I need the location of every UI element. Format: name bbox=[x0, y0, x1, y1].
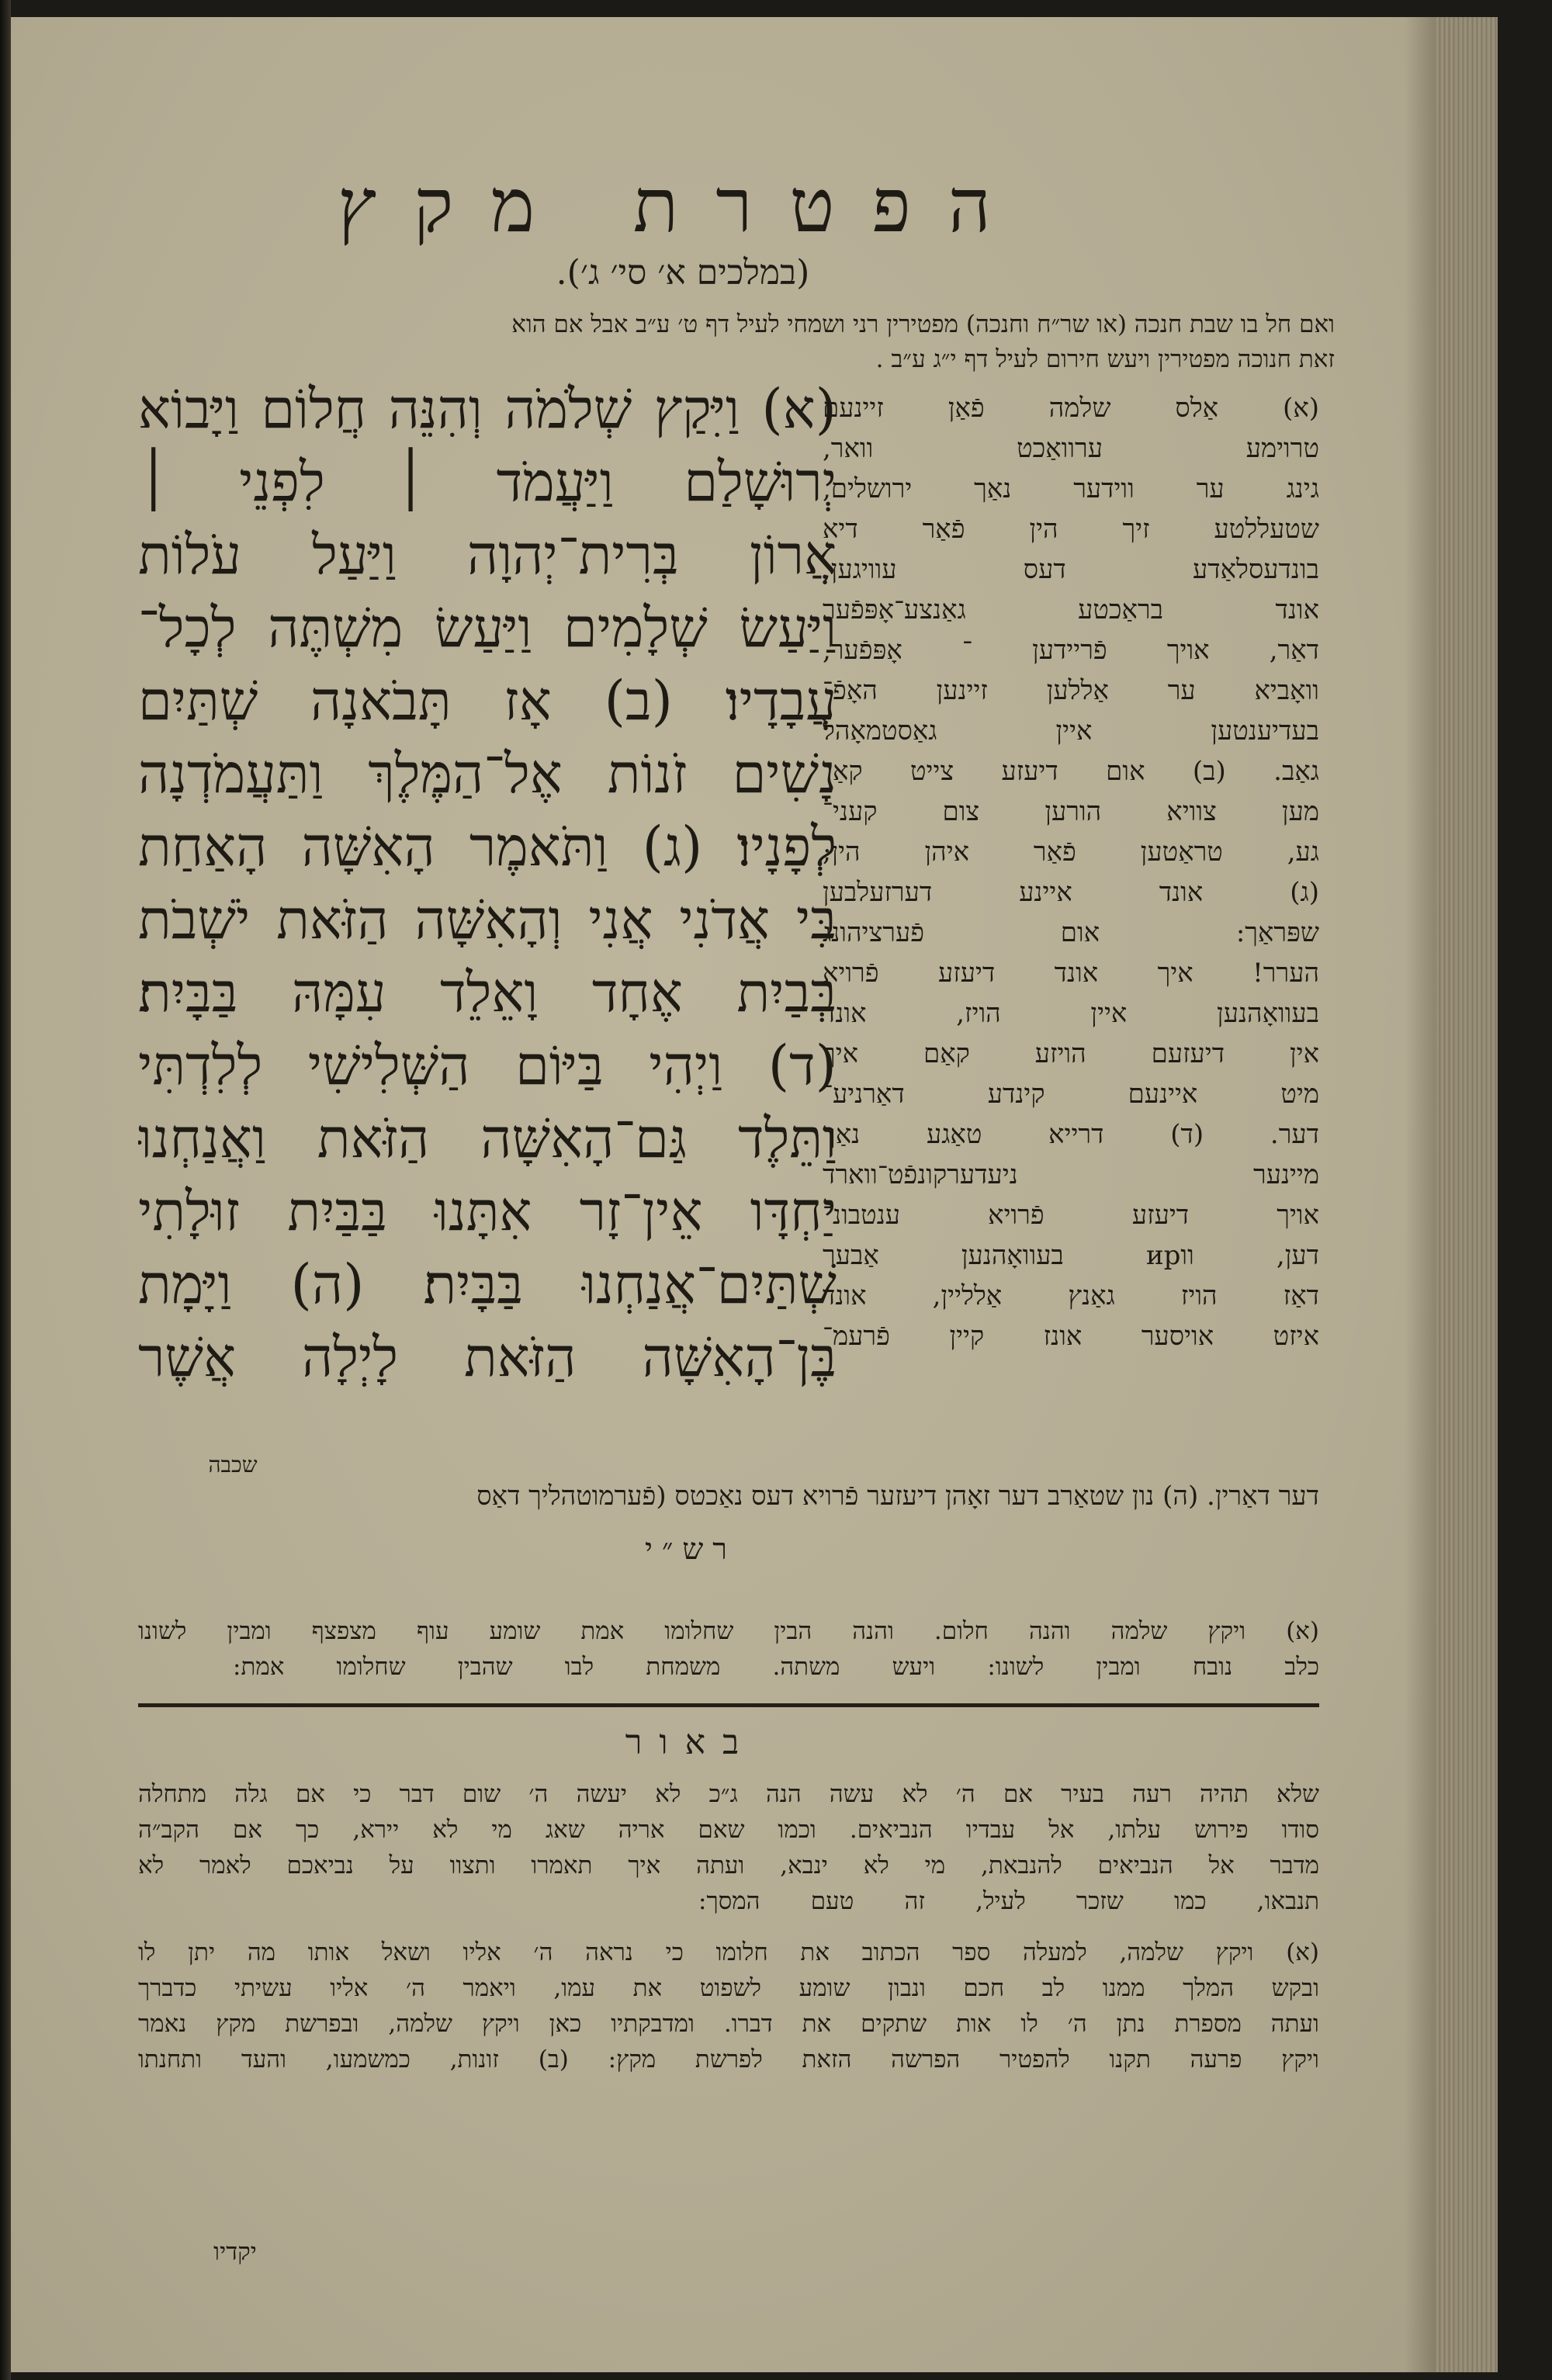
catchword: שכבה bbox=[208, 1452, 258, 1478]
verse-line: נָשִׁים זֹנוֹת אֶל־הַמֶּלֶךְ וַתַּעֲמֹדְנָה bbox=[138, 742, 837, 805]
biur-line: ובקש המלך ממנו לב חכם ונבון שומע לשפוט את עמו, ויאמר ה׳ אליו עשיתי כדברך bbox=[138, 1974, 1319, 2002]
biur-line: (א) ויקץ שלמה, למעלה ספר הכתוב את חלומו כי נראה ה׳ אליו ושאל אותו מה יתן לו bbox=[138, 1938, 1319, 1966]
verse-line: יְרוּשָׁלַם וַיַּעֲמֹד ׀ לִפְנֵי ׀ bbox=[138, 450, 837, 514]
verse-line: עֲבָדָיו׃ (ב) אָז תָּבֹאנָה שְׁתַּיִם bbox=[138, 669, 837, 733]
verse-line: יַחְדָּו אֵין־זָר אִתָּנוּ בַּבַּיִת זוּלָתִי bbox=[138, 1180, 837, 1243]
verse-line: לְפָנָיו׃ (ג) וַתֹּאמֶר הָאִשָּׁה הָאַחַת bbox=[138, 815, 837, 878]
translation-line: בעדיענטען איין גאַסטמאָהל bbox=[823, 715, 1319, 747]
rashi-heading: רש״י bbox=[645, 1532, 736, 1566]
instruction-note: ואם חל בו שבת חנכה (או שר״ח וחנכה) מפטירין רני ושמחי לעיל דף ט׳ ע״ב אבל אם הוא bbox=[511, 310, 1335, 338]
translation-line: שטעללטע זיך הין פֿאַר דיא bbox=[823, 514, 1319, 545]
translation-line: וואָביא ער אַללען זיינען האָפֿ־ bbox=[823, 675, 1319, 706]
biur-line: סודו פירוש עלתו, אל עבדיו הנביאים. וכמו שאם אריה שאג מי לא יירא, כך אם הקב״ה bbox=[138, 1816, 1319, 1844]
biur-line: שלא תהיה רעה בעיר אם ה׳ לא עשה הנה ג״כ לא יעשה ה׳ שום דבר כי אם גלה מתחלה bbox=[138, 1780, 1319, 1808]
instruction-note: זאת חנוכה מפטירין ויעש חירום לעיל דף י״ג ע״ב . bbox=[875, 345, 1335, 373]
translation-line: דען, ווир בעוואָהנען אַבער bbox=[823, 1240, 1319, 1271]
translation-line: אויך דיעזע פֿרויא ענטבונ־ bbox=[823, 1200, 1319, 1231]
section-divider bbox=[138, 1703, 1319, 1707]
translation-line: בונדעסלאַדע דעס עוויגען, bbox=[823, 554, 1319, 585]
verse-line: וַיַּעַשׂ שְׁלָמִים וַיַּעַשׂ מִשְׁתֶּה לְכָל־ bbox=[138, 596, 837, 660]
book-reference: (במלכים א׳ סי׳ ג׳). bbox=[556, 253, 810, 293]
yiddish-translation-column bbox=[823, 388, 1319, 1498]
translation-line: מיינער ניעדערקונפֿט־ווארד bbox=[823, 1159, 1319, 1190]
verse-line: (א) וַיִּקַץ שְׁלֹמֹה וְהִנֵּה חֲלוֹם וַיָּבוֹא bbox=[138, 377, 837, 441]
book-left-edge bbox=[0, 0, 11, 2380]
biur-line: מדבר אל הנביאים להנבאת, מי לא ינבא, ועתה איך תאמרו ותצוו על נביאכם לאמר לא bbox=[138, 1852, 1319, 1879]
biur-heading: באור bbox=[625, 1723, 757, 1762]
verse-line: שְׁתַּיִם־אֲנַחְנוּ בַּבָּיִת׃ (ה) וַיָּמָת bbox=[138, 1252, 837, 1316]
translation-line: מיט איינעם קינדע דאַרניע־ bbox=[823, 1079, 1319, 1110]
translation-continuation: דער דאַרין. (ה) נון שטאַרב דער זאָהן דיעזער פֿרויא דעס נאַכטס (פֿערמוטהליך דאַס bbox=[476, 1481, 1319, 1512]
verse-line: בְּבַיִת אֶחָד וָאֵלֵד עִמָּהּ בַּבָּיִת׃ bbox=[138, 961, 837, 1024]
translation-line: (ג) אונד איינע דערזעלבען bbox=[823, 877, 1319, 908]
biur-catchword: יקדיו bbox=[213, 2238, 257, 2266]
translation-line: מען צוויא הורען צום קעני־ bbox=[823, 796, 1319, 827]
translation-line: דאַז הויז גאַנץ אַלליין, אונד bbox=[823, 1280, 1319, 1311]
translation-line: גאַב. (ב) אום דיעזע צייט קאַ־ bbox=[823, 756, 1319, 787]
verse-line: וַתֵּלֶד גַּם־הָאִשָּׁה הַזֹּאת וַאֲנַחְנוּ bbox=[138, 1107, 837, 1170]
translation-line: גע, טראַטען פֿאַר איהן הין; bbox=[823, 837, 1319, 868]
biur-line: ועתה מספרת נתן ה׳ לו אות שתקים את דברו. ומדבקתיו כאן ויקץ שלמה, ובפרשת מקץ נאמר bbox=[138, 2010, 1319, 2038]
page-edges bbox=[1436, 17, 1498, 2372]
hebrew-verse-column bbox=[138, 372, 837, 1467]
gutter-shadow bbox=[1405, 17, 1436, 2372]
translation-line: שפּראַך: אום פֿערציהונג bbox=[823, 917, 1319, 948]
biur-line: ויקץ פרעה תקנו להפטיר הפרשה הזאת לפרשת מקץ: (ב) זונות, כמשמעו, והעד ותחנתו bbox=[138, 2046, 1319, 2073]
rashi-line: (א) ויקץ שלמה והנה חלום. והנה הבין שחלומו אמת שומע עוף מצפצף ומבין לשונו bbox=[138, 1617, 1319, 1645]
translation-line: בעוואָהנען איין הויז, אונד bbox=[823, 998, 1319, 1029]
rashi-line: כלב נובח ומבין לשונו: ויעש משתה. משמחת לבו שהבין שחלומו אמת: bbox=[233, 1653, 1319, 1681]
translation-line: הערר! איך אונד דיעזע פֿרויא bbox=[823, 958, 1319, 989]
translation-line: דער. (ד) דרייא טאַגע נאַך bbox=[823, 1119, 1319, 1150]
translation-line: אין דיעזעם הויזע קאַם איך bbox=[823, 1038, 1319, 1069]
translation-line: דאַר, אויך פֿריידען ־ אָפּפֿער, bbox=[823, 635, 1319, 666]
page-title: הפטרת מקץ bbox=[337, 162, 1028, 249]
translation-line: גינג ער ווידער נאַך ירושלים, bbox=[823, 473, 1319, 504]
verse-line: (ד) וַיְהִי בַּיּוֹם הַשְּׁלִישִׁי לְלִדְתִּי bbox=[138, 1034, 837, 1097]
translation-line: (א) אַלס שלמה פֿאַן זיינעם bbox=[823, 393, 1319, 424]
biur-line: תנבאו, כמו שזכר לעיל, זה טעם המסך: bbox=[698, 1887, 1319, 1915]
verse-line: בֶּן־הָאִשָּׁה הַזֹּאת לָיְלָה אֲשֶׁר bbox=[138, 1325, 837, 1389]
translation-line: טרוימע ערוואַכט וואר, bbox=[823, 433, 1319, 464]
verse-line: אֲרוֹן בְּרִית־יְהוָה וַיַּעַל עֹלוֹת bbox=[138, 523, 837, 587]
translation-line: אונד בראַכטע גאַנצע־אָפּפֿער bbox=[823, 594, 1319, 625]
verse-line: בִּי אֲדֹנִי אֲנִי וְהָאִשָּׁה הַזֹּאת יֹשְׁבֹת bbox=[138, 888, 837, 951]
translation-line: איזט אויסער אונז קיין פֿרעמ־ bbox=[823, 1321, 1319, 1352]
